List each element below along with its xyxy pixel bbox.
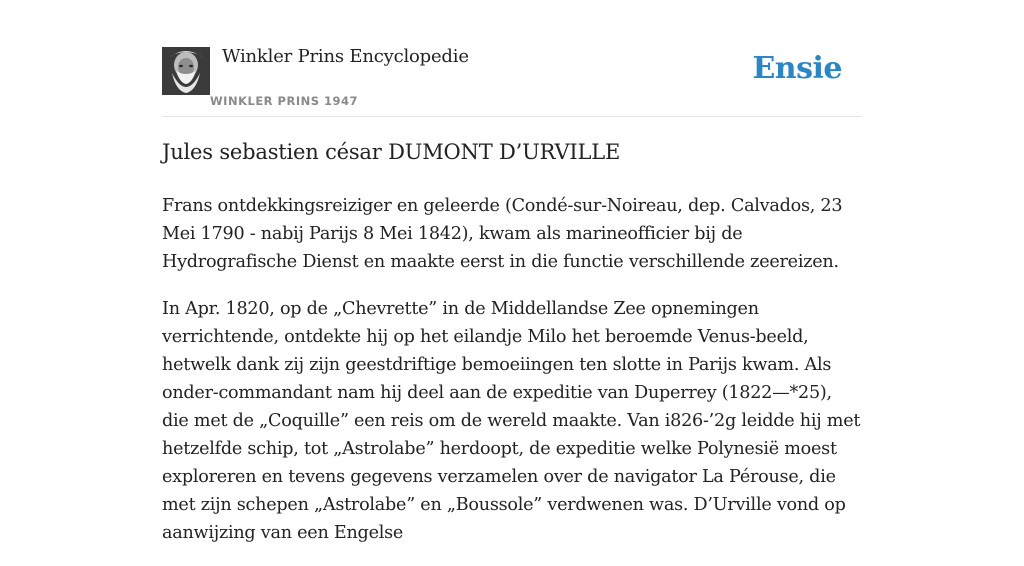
- site-header: [162, 0, 862, 117]
- article-title: Jules sebastien césar DUMONT D’URVILLE: [162, 140, 621, 164]
- brand-logo[interactable]: Ensie: [752, 51, 842, 86]
- bearded-man-portrait-icon: [162, 47, 210, 95]
- avatar[interactable]: [162, 47, 210, 95]
- site-title[interactable]: Winkler Prins Encyclopedie: [222, 46, 469, 67]
- site-subtitle: WINKLER PRINS 1947: [210, 94, 359, 108]
- article-body: [162, 192, 862, 566]
- content-column: [162, 0, 862, 543]
- article-paragraph: In Apr. 1820, op de „Chevrette” in de Middellandse Zee opnemingen verrichtende, ontdekte hij op het eilandje Milo het beroemde Venus-beeld, hetwelk dank zij zijn geestdriftige bemoeiingen ten slotte in Parijs kwam. Als onder-commandant nam hij deel aan de expeditie van Duperrey (1822—*25), die met de „Coquille” een reis om de wereld maakte. Van i826-’2g leidde hij met hetzelfde schip, tot „Astrolabe” herdoopt, de expeditie welke Polynesië moest exploreren en tevens gegevens verzamelen over de navigator La Pérouse, die met zijn schepen „Astrolabe” en „Boussole” verdwenen was. D’Urville vond op aanwijzing van een Engelse: [162, 299, 861, 543]
- article-paragraph: Frans ontdekkingsreiziger en geleerde (Condé-sur-Noireau, dep. Calvados, 23 Mei 1790 - nabij Parijs 8 Mei 1842), kwam als marineofficier bij de Hydrografische Dienst en maakte eerst in die functie verschillende zeereizen.: [162, 196, 843, 272]
